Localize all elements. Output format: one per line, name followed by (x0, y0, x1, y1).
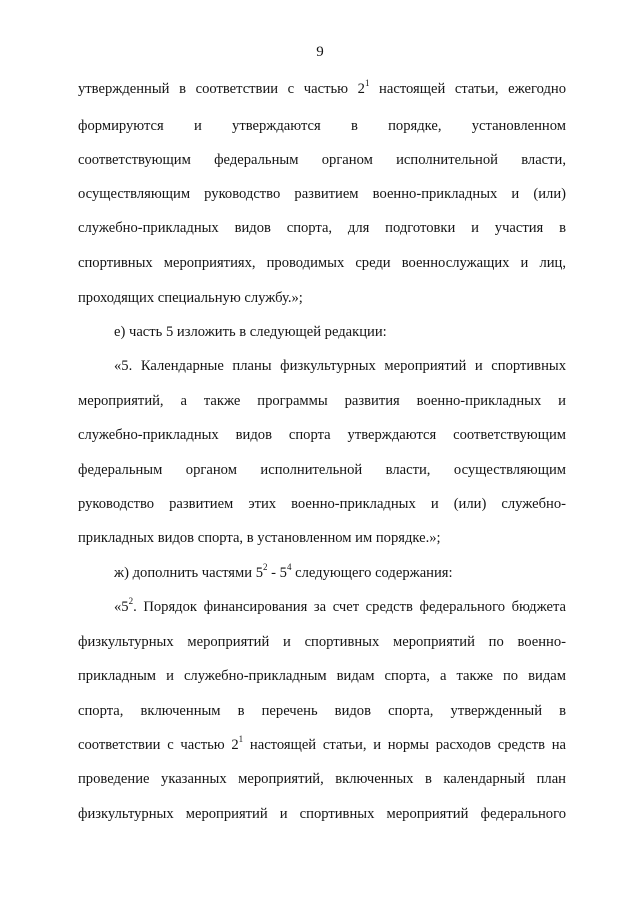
text-line: «5. Календарные планы физкультурных мероприятий и спортивных (114, 358, 566, 374)
text-line: федеральным органом исполнительной власти, осуществляющим (78, 462, 566, 478)
text-line: «$5^2$. Порядок финансирования за счет средств федерального бюджета (114, 596, 566, 615)
text-line: е) часть 5 изложить в следующей редакции: (114, 324, 387, 340)
page-number: 9 (316, 44, 324, 60)
text-line: мероприятий, а также программы развития военно-прикладных и (78, 393, 566, 409)
text-line: утвержденный в соответствии с частью $2^1$ настоящей статьи, ежегодно (78, 78, 567, 97)
text-line: руководство развитием этих военно-прикладных и (или) служебно- (78, 496, 566, 512)
text-line: соответствии с частью $2^1$ настоящей статьи, и нормы расходов средств на (78, 734, 566, 753)
text-line: спорта, включенным в перечень видов спорта, утвержденный в (78, 703, 566, 719)
text-line: служебно-прикладных видов спорта утверждаются соответствующим (78, 427, 566, 443)
text-line: соответствующим федеральным органом исполнительной власти, (78, 152, 566, 168)
text-line: физкультурных мероприятий и спортивных мероприятий федерального (78, 806, 566, 822)
text-line: прикладным и служебно-прикладным видам спорта, а также по видам (78, 668, 566, 684)
text-line: осуществляющим руководство развитием военно-прикладных и (или) (78, 186, 566, 202)
text-line: прикладных видов спорта, в установленном им порядке.»; (78, 530, 441, 546)
text-line: спортивных мероприятиях, проводимых среди военнослужащих и лиц, (78, 255, 566, 271)
text-line: проходящих специальную службу.»; (78, 290, 303, 306)
text-line: физкультурных мероприятий и спортивных мероприятий по военно- (78, 634, 566, 650)
text-line: служебно-прикладных видов спорта, для подготовки и участия в (78, 220, 566, 236)
text-line: ж) дополнить частями $5^2 - 5^4$ следующего содержания: (114, 562, 453, 581)
text-line: формируются и утверждаются в порядке, установленном (78, 118, 566, 134)
text-line: проведение указанных мероприятий, включенных в календарный план (78, 771, 566, 787)
